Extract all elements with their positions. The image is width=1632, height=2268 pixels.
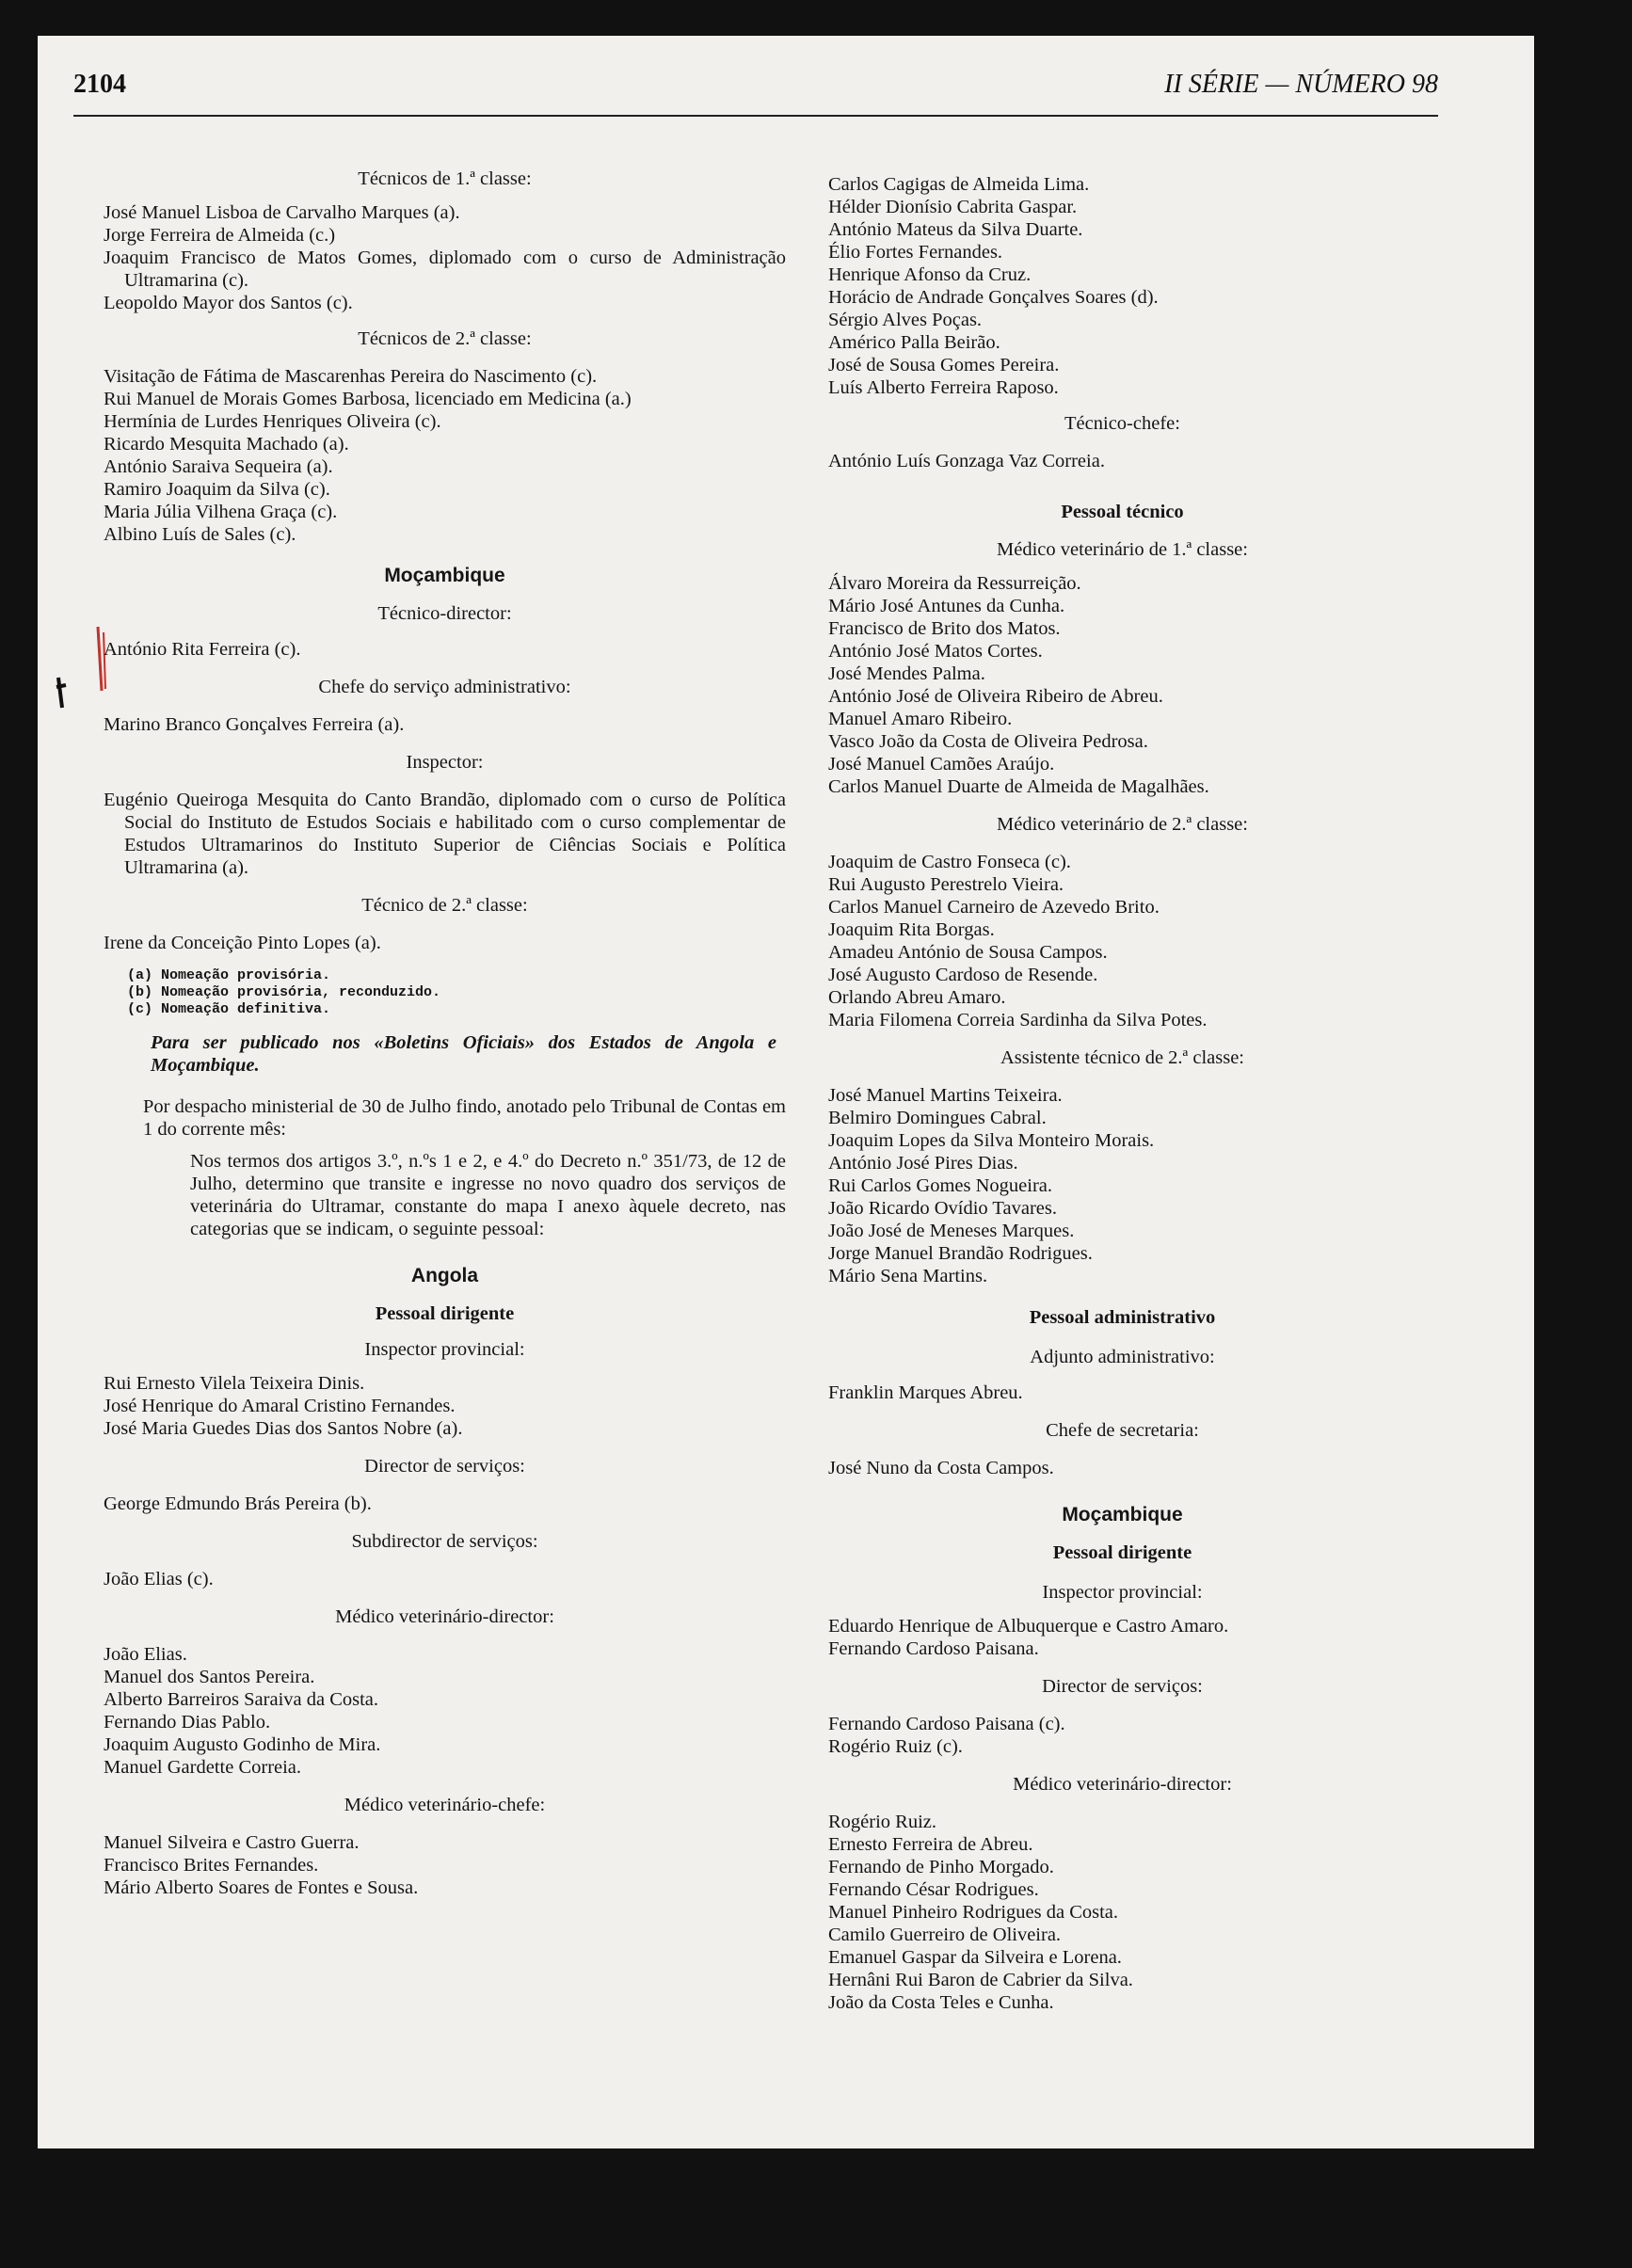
list-item: Manuel Gardette Correia. (104, 1757, 302, 1778)
list-item: Hernâni Rui Baron de Cabrier da Silva. (828, 1970, 1133, 1990)
list-item: Rogério Ruiz. (828, 1812, 937, 1832)
list-item: Rui Carlos Gomes Nogueira. (828, 1175, 1052, 1196)
list-item: Jorge Manuel Brandão Rodrigues. (828, 1243, 1093, 1264)
list-item: João da Costa Teles e Cunha. (828, 1992, 1054, 2013)
list-item: Joaquim Francisco de Matos Gomes, diplomado com o curso de Administração Ultramarina (c). (104, 248, 786, 291)
list-item: António Luís Gonzaga Vaz Correia. (828, 451, 1105, 471)
section-heading: Director de serviços: (1042, 1676, 1203, 1697)
footnote: (c) Nomeação definitiva. (127, 1001, 331, 1017)
list-item: José de Sousa Gomes Pereira. (828, 355, 1060, 375)
list-item: Camilo Guerreiro de Oliveira. (828, 1925, 1062, 1945)
list-item: Marino Branco Gonçalves Ferreira (a). (104, 714, 405, 735)
list-item: João José de Meneses Marques. (828, 1221, 1075, 1241)
page-number: 2104 (73, 70, 126, 99)
list-item: Eugénio Queiroga Mesquita do Canto Brandão, diplomado com o curso de Política Social do Instituto de Estudos Sociais e habilitado com o curso complementar de Estudos Ultramarinos do Instituto Superior de Ciências Sociais e Política Ultramarina (a). (104, 790, 786, 878)
list-item: Visitação de Fátima de Mascarenhas Pereira do Nascimento (c). (104, 366, 598, 387)
section-heading: Técnicos de 2.ª classe: (358, 328, 532, 349)
footnotes (104, 967, 786, 1018)
list-item: Manuel Silveira e Castro Guerra. (104, 1832, 360, 1853)
list-item: Maria Filomena Correia Sardinha da Silva Potes. (828, 1010, 1208, 1030)
list-item: Orlando Abreu Amaro. (828, 987, 1006, 1008)
list-item: António Rita Ferreira (c). (104, 639, 301, 660)
list-item: Álvaro Moreira da Ressurreição. (828, 573, 1081, 594)
section-heading: Médico veterinário-director: (1013, 1774, 1232, 1795)
list-item: José Augusto Cardoso de Resende. (828, 965, 1098, 985)
list-item: Hermínia de Lurdes Henriques Oliveira (c). (104, 411, 441, 432)
section-heading: Adjunto administrativo: (1030, 1347, 1215, 1367)
region-heading: Angola (410, 1265, 479, 1286)
list-item: João Elias (c). (104, 1569, 214, 1589)
list-item: Fernando Cardoso Paisana (c). (828, 1714, 1065, 1734)
section-heading: Técnico-director: (377, 603, 512, 624)
list-item: José Manuel Martins Teixeira. (828, 1085, 1063, 1106)
section-heading: Assistente técnico de 2.ª classe: (1000, 1047, 1244, 1068)
list-item: Fernando de Pinho Morgado. (828, 1857, 1054, 1877)
list-item: Sérgio Alves Poças. (828, 310, 983, 330)
list-item: Fernando Dias Pablo. (104, 1712, 271, 1733)
list-item: António José Pires Dias. (828, 1153, 1018, 1174)
list-item: Joaquim de Castro Fonseca (c). (828, 852, 1071, 872)
section-heading: Inspector: (406, 752, 484, 773)
list-item: Joaquim Lopes da Silva Monteiro Morais. (828, 1130, 1155, 1151)
black-tick-icon (55, 676, 70, 710)
region-heading: Moçambique (1062, 1504, 1183, 1525)
section-heading: Técnicos de 1.ª classe: (358, 168, 532, 189)
list-item: Henrique Afonso da Cruz. (828, 264, 1032, 285)
list-item: Ricardo Mesquita Machado (a). (104, 434, 349, 455)
section-heading: Médico veterinário de 2.ª classe: (997, 814, 1248, 835)
series-number: II SÉRIE — NÚMERO 98 (1164, 70, 1438, 99)
list-item: José Henrique do Amaral Cristino Fernandes. (104, 1396, 456, 1416)
list-item: José Maria Guedes Dias dos Santos Nobre (a). (104, 1418, 463, 1439)
list-item: Joaquim Rita Borgas. (828, 919, 995, 940)
footnote: (a) Nomeação provisória. (127, 967, 331, 983)
section-heading: Médico veterinário-chefe: (344, 1795, 546, 1815)
subsection-heading: Pessoal dirigente (1052, 1542, 1192, 1563)
list-item: Rui Augusto Perestrelo Vieira. (828, 874, 1064, 895)
list-item: Fernando Cardoso Paisana. (828, 1638, 1039, 1659)
list-item: Alberto Barreiros Saraiva da Costa. (104, 1689, 379, 1710)
region-heading: Moçambique (384, 565, 505, 586)
section-heading: Técnico de 2.ª classe: (361, 895, 528, 916)
list-item: Rui Manuel de Morais Gomes Barbosa, licenciado em Medicina (a.) (104, 389, 632, 409)
right-column (828, 173, 1416, 2014)
despacho-paragraph: Por despacho ministerial de 30 de Julho findo, anotado pelo Tribunal de Contas em 1 do corrente mês: (143, 1096, 786, 1140)
list-item: Rui Ernesto Vilela Teixeira Dinis. (104, 1373, 365, 1394)
list-item: Jorge Ferreira de Almeida (c.) (104, 225, 336, 246)
list-item: José Manuel Camões Araújo. (828, 754, 1055, 775)
section-heading: Chefe do serviço administrativo: (318, 677, 571, 697)
list-item: Amadeu António de Sousa Campos. (828, 942, 1108, 963)
left-column (104, 168, 786, 1899)
list-item: Horácio de Andrade Gonçalves Soares (d). (828, 287, 1159, 308)
list-item: Mário Alberto Soares de Fontes e Sousa. (104, 1877, 419, 1898)
list-item: George Edmundo Brás Pereira (b). (104, 1493, 372, 1514)
footnote: (b) Nomeação provisória, reconduzido. (127, 984, 441, 1000)
list-item: Carlos Manuel Carneiro de Azevedo Brito. (828, 897, 1160, 918)
decree-paragraph: Nos termos dos artigos 3.º, n.ºs 1 e 2, e 4.º do Decreto n.º 351/73, de 12 de Julho, determino que transite e ingresse no novo quadro dos serviços de veterinária do Ultramar, constante do mapa I anexo àquele decreto, nas categorias que se indicam, o seguinte pessoal: (190, 1151, 786, 1239)
list-item: Carlos Cagigas de Almeida Lima. (828, 174, 1090, 195)
list-item: Francisco Brites Fernandes. (104, 1855, 319, 1876)
list-item: Manuel dos Santos Pereira. (104, 1667, 315, 1687)
list-item: Mário Sena Martins. (828, 1266, 988, 1286)
list-item: António Mateus da Silva Duarte. (828, 219, 1083, 240)
list-item: Ernesto Ferreira de Abreu. (828, 1834, 1033, 1855)
subsection-heading: Pessoal administrativo (1029, 1307, 1216, 1328)
list-item: Hélder Dionísio Cabrita Gaspar. (828, 197, 1078, 217)
list-item: Rogério Ruiz (c). (828, 1736, 963, 1757)
list-item: Franklin Marques Abreu. (828, 1382, 1023, 1403)
list-item: Leopoldo Mayor dos Santos (c). (104, 293, 353, 313)
publication-note: Para ser publicado nos «Boletins Oficiais» dos Estados de Angola e Moçambique. (151, 1032, 776, 1076)
list-item: Eduardo Henrique de Albuquerque e Castro Amaro. (828, 1616, 1229, 1637)
list-item: Fernando César Rodrigues. (828, 1879, 1039, 1900)
list-item: Albino Luís de Sales (c). (104, 524, 296, 545)
list-item: Joaquim Augusto Godinho de Mira. (104, 1734, 381, 1755)
section-heading: Técnico-chefe: (1064, 413, 1180, 434)
subsection-heading: Pessoal técnico (1061, 502, 1184, 522)
list-item: Francisco de Brito dos Matos. (828, 618, 1061, 639)
list-item: António José de Oliveira Ribeiro de Abreu. (828, 686, 1163, 707)
list-item: João Elias. (104, 1644, 187, 1665)
list-item: Carlos Manuel Duarte de Almeida de Magalhães. (828, 776, 1209, 797)
page-header (73, 68, 1438, 117)
list-item: António Saraiva Sequeira (a). (104, 456, 333, 477)
section-heading: Médico veterinário-director: (335, 1606, 554, 1627)
list-item: José Mendes Palma. (828, 663, 985, 684)
list-item: Belmiro Domingues Cabral. (828, 1108, 1047, 1128)
list-item: Élio Fortes Fernandes. (828, 242, 1003, 263)
section-heading: Chefe de secretaria: (1046, 1420, 1199, 1441)
list-item: Manuel Amaro Ribeiro. (828, 709, 1013, 729)
list-item: Emanuel Gaspar da Silveira e Lorena. (828, 1947, 1122, 1968)
section-heading: Director de serviços: (364, 1456, 525, 1477)
list-item: Luís Alberto Ferreira Raposo. (828, 377, 1059, 398)
list-item: Américo Palla Beirão. (828, 332, 1000, 353)
list-item: Irene da Conceição Pinto Lopes (a). (104, 933, 381, 953)
section-heading: Subdirector de serviços: (351, 1531, 538, 1552)
list-item: António José Matos Cortes. (828, 641, 1043, 662)
list-item: Mário José Antunes da Cunha. (828, 596, 1065, 616)
subsection-heading: Pessoal dirigente (375, 1303, 515, 1324)
section-heading: Médico veterinário de 1.ª classe: (997, 539, 1248, 560)
list-item: João Ricardo Ovídio Tavares. (828, 1198, 1057, 1219)
list-item: José Nuno da Costa Campos. (828, 1458, 1054, 1478)
section-heading: Inspector provincial: (364, 1339, 525, 1360)
list-item: Ramiro Joaquim da Silva (c). (104, 479, 330, 500)
section-heading: Inspector provincial: (1042, 1582, 1203, 1603)
list-item: José Manuel Lisboa de Carvalho Marques (a). (104, 202, 460, 223)
list-item: Maria Júlia Vilhena Graça (c). (104, 502, 338, 522)
list-item: Manuel Pinheiro Rodrigues da Costa. (828, 1902, 1119, 1923)
list-item: Vasco João da Costa de Oliveira Pedrosa. (828, 731, 1148, 752)
